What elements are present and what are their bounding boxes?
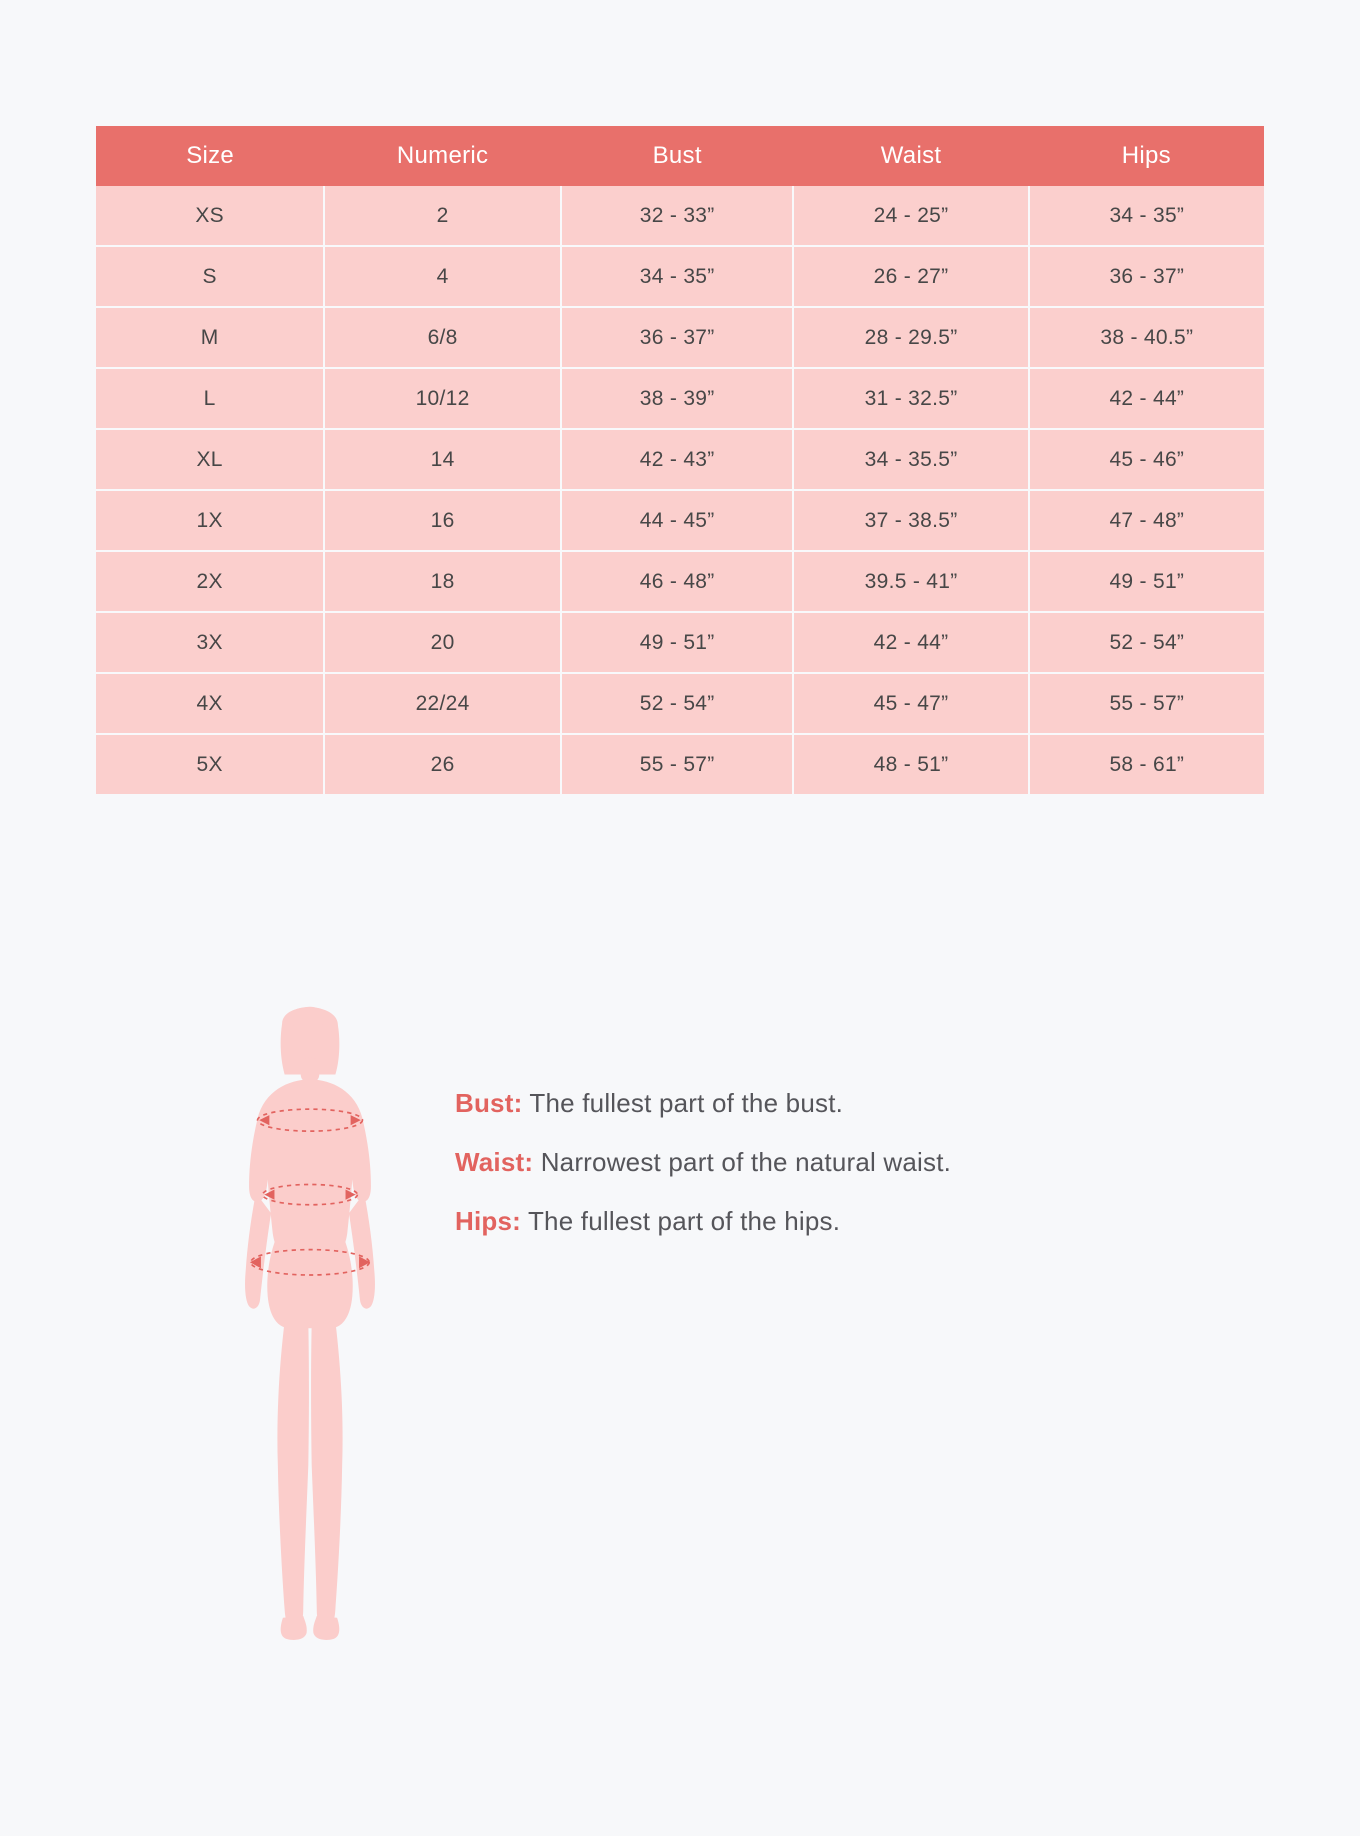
cell-hips: 52 - 54”	[1029, 612, 1264, 673]
cell-numeric: 4	[324, 246, 561, 307]
legend-term-bust: Bust:	[455, 1088, 523, 1118]
cell-hips: 47 - 48”	[1029, 490, 1264, 551]
table-row	[96, 673, 1264, 734]
cell-bust: 38 - 39”	[561, 368, 793, 429]
cell-numeric: 20	[324, 612, 561, 673]
table-row	[96, 734, 1264, 794]
cell-bust: 34 - 35”	[561, 246, 793, 307]
legend-desc-bust: The fullest part of the bust.	[529, 1088, 844, 1118]
size-chart-table-container	[96, 126, 1264, 794]
cell-hips: 58 - 61”	[1029, 734, 1264, 794]
cell-waist: 28 - 29.5”	[793, 307, 1028, 368]
cell-bust: 42 - 43”	[561, 429, 793, 490]
cell-size: S	[96, 246, 324, 307]
cell-hips: 42 - 44”	[1029, 368, 1264, 429]
legend-term-waist: Waist:	[455, 1147, 534, 1177]
cell-waist: 37 - 38.5”	[793, 490, 1028, 551]
legend-desc-waist: Narrowest part of the natural waist.	[540, 1147, 952, 1177]
cell-hips: 38 - 40.5”	[1029, 307, 1264, 368]
cell-size: 3X	[96, 612, 324, 673]
cell-size: M	[96, 307, 324, 368]
cell-waist: 31 - 32.5”	[793, 368, 1028, 429]
measurement-legend	[455, 1090, 1175, 1267]
cell-waist: 34 - 35.5”	[793, 429, 1028, 490]
table-row	[96, 490, 1264, 551]
table-row	[96, 186, 1264, 246]
table-row	[96, 307, 1264, 368]
cell-size: XL	[96, 429, 324, 490]
cell-numeric: 10/12	[324, 368, 561, 429]
table-row	[96, 429, 1264, 490]
cell-bust: 49 - 51”	[561, 612, 793, 673]
cell-hips: 49 - 51”	[1029, 551, 1264, 612]
female-body-silhouette-icon	[200, 930, 420, 1730]
table-row	[96, 368, 1264, 429]
cell-size: 1X	[96, 490, 324, 551]
legend-term-hips: Hips:	[455, 1206, 521, 1236]
table-header-row	[96, 126, 1264, 186]
cell-size: L	[96, 368, 324, 429]
cell-size: 4X	[96, 673, 324, 734]
cell-bust: 32 - 33”	[561, 186, 793, 246]
size-chart-table	[96, 126, 1264, 794]
column-header-numeric: Numeric	[324, 126, 561, 186]
cell-hips: 55 - 57”	[1029, 673, 1264, 734]
table-row	[96, 551, 1264, 612]
cell-bust: 44 - 45”	[561, 490, 793, 551]
cell-bust: 52 - 54”	[561, 673, 793, 734]
legend-item-bust	[455, 1090, 1175, 1116]
cell-numeric: 18	[324, 551, 561, 612]
column-header-size: Size	[96, 126, 324, 186]
cell-size: XS	[96, 186, 324, 246]
table-row	[96, 612, 1264, 673]
cell-hips: 45 - 46”	[1029, 429, 1264, 490]
cell-numeric: 2	[324, 186, 561, 246]
table-row	[96, 246, 1264, 307]
cell-size: 2X	[96, 551, 324, 612]
column-header-waist: Waist	[793, 126, 1028, 186]
cell-numeric: 6/8	[324, 307, 561, 368]
cell-hips: 34 - 35”	[1029, 186, 1264, 246]
cell-numeric: 16	[324, 490, 561, 551]
column-header-bust: Bust	[561, 126, 793, 186]
cell-bust: 36 - 37”	[561, 307, 793, 368]
cell-numeric: 22/24	[324, 673, 561, 734]
cell-waist: 42 - 44”	[793, 612, 1028, 673]
cell-bust: 46 - 48”	[561, 551, 793, 612]
column-header-hips: Hips	[1029, 126, 1264, 186]
cell-bust: 55 - 57”	[561, 734, 793, 794]
cell-waist: 39.5 - 41”	[793, 551, 1028, 612]
legend-item-waist	[455, 1149, 1175, 1175]
cell-numeric: 14	[324, 429, 561, 490]
legend-item-hips	[455, 1208, 1175, 1234]
cell-hips: 36 - 37”	[1029, 246, 1264, 307]
cell-waist: 48 - 51”	[793, 734, 1028, 794]
cell-waist: 24 - 25”	[793, 186, 1028, 246]
legend-desc-hips: The fullest part of the hips.	[527, 1206, 841, 1236]
cell-size: 5X	[96, 734, 324, 794]
cell-waist: 45 - 47”	[793, 673, 1028, 734]
measurement-guide-section	[0, 930, 1360, 1750]
cell-numeric: 26	[324, 734, 561, 794]
cell-waist: 26 - 27”	[793, 246, 1028, 307]
